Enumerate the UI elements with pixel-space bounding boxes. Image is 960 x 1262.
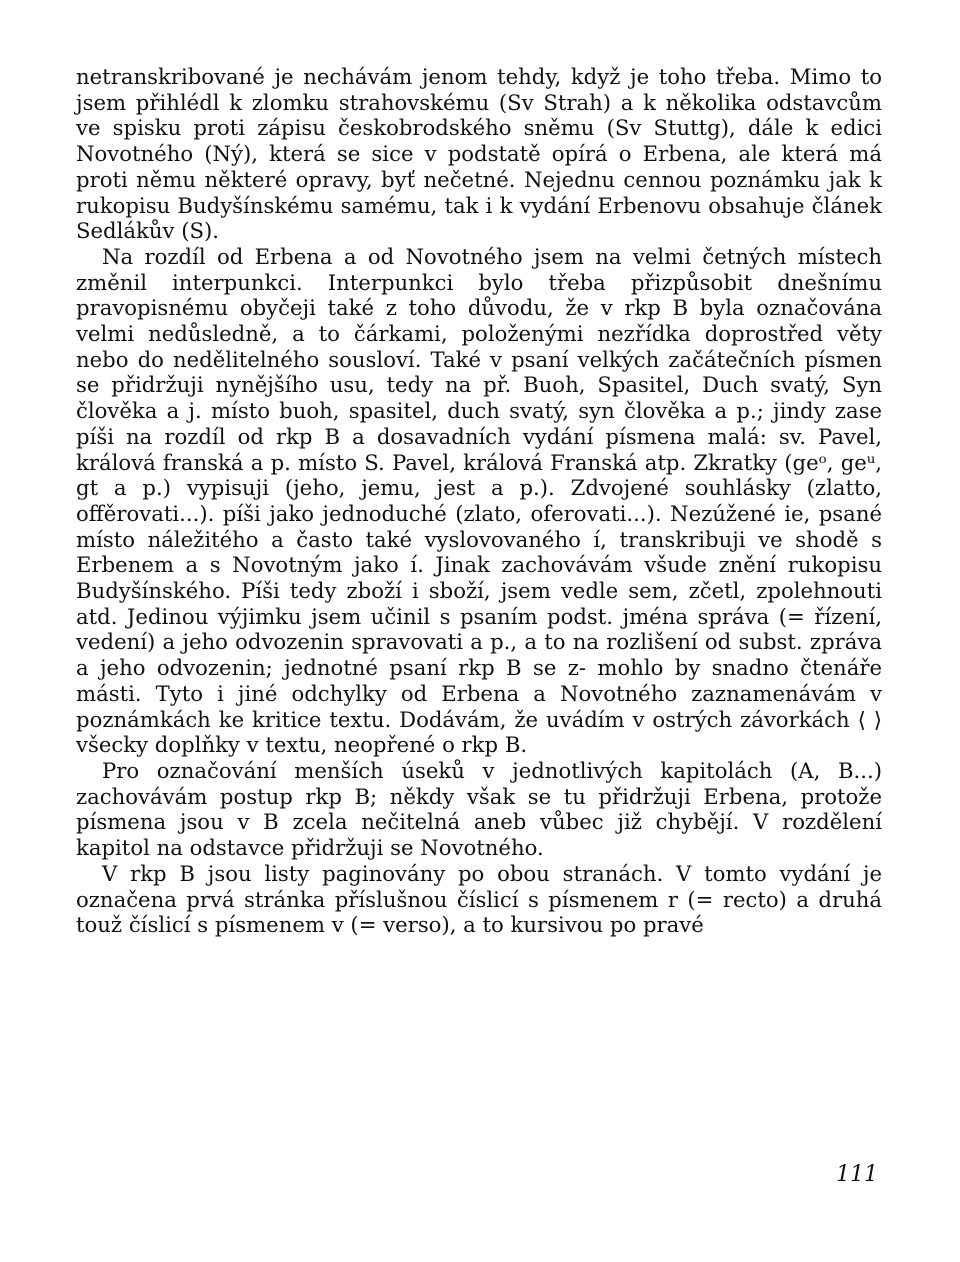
paragraph-3: Pro označování menších úseků v jednotlivých kapitolách (A, B...) zachovávám postup rkp B; někdy však se tu přidržuji Erbena, protože písmena jsou v B zcela nečitelná aneb vůbec již chybějí. V rozdělení kapitol na odstavce přidržuji se Novotného.: [76, 757, 882, 861]
paragraph-1: netranskribované je nechávám jenom tehdy, když je toho třeba. Mimo to jsem přihlédl k zlomku strahovskému (Sv Strah) a k několika odstavcům ve spisku proti zápisu českobrodského sněmu (Sv Stuttg), dále k edici Novotného (Ný), která se sice v podstatě opírá o Erbena, ale která má proti němu některé opravy, byť nečetné. Nejednu cennou poznámku jak k rukopisu Budyšínskému samému, tak i k vydání Erbenovu obsahuje článek Sedlákův (S).: [76, 64, 882, 244]
paragraph-2: Na rozdíl od Erbena a od Novotného jsem na velmi četných místech změnil interpunkci. Interpunkci bylo třeba přizpůsobit dnešnímu pravopisnému obyčeji také z toho důvodu, že v rkp B byla označována velmi nedůsledně, a to čárkami, položenými nezřídka doprostřed věty nebo do nedělitelného sousloví. Také v psaní velkých začátečních písmen se přidržuji nynějšího usu, tedy na př. Buoh, Spasitel, Duch svatý, Syn člověka a j. místo buoh, spasitel, duch svatý, syn člověka a p.; jindy zase píši na rozdíl od rkp B a dosavadních vydání písmena malá: sv. Pavel, králová franská a p. místo S. Pavel, králová Franská atp. Zkratky (geᵒ, geᵘ, gt a p.) vypisuji (jeho, jemu, jest a p.). Zdvojené souhlásky (zlatto, offěrovati...). píši jako jednoduché (zlato, oferovati...). Nezúžené ie, psané místo náležitého a často také vyslovovaného í, transkribuji ve shodě s Erbenem a s Novotným jako í. Jinak zachovávám všude znění rukopisu Budyšínského. Píši tedy zboží i sboží, jsem vedle sem, zčetl, zpolehnouti atd. Jedinou výjimku jsem učinil s psaním podst. jména správa (= řízení, vedení) a jeho odvozenin spravovati a p., a to na rozlišení od subst. zpráva a jeho odvozenin; jednotné psaní rkp B se z- mohlo by snadno čtenáře másti. Tyto i jiné odchylky od Erbena a Novotného zaznamenávám v poznámkách ke kritice textu. Dodávám, že uvádím v ostrých závorkách ⟨ ⟩ všecky doplňky v textu, neopřené o rkp B.: [76, 243, 882, 758]
page-body: [76, 64, 882, 938]
page-number: 111: [836, 1162, 878, 1187]
paragraph-4: V rkp B jsou listy paginovány po obou stranách. V tomto vydání je označena prvá stránka příslušnou číslicí s písmenem r (= recto) a druhá touž číslicí s písmenem v (= verso), a to kursivou po pravé: [76, 860, 882, 938]
